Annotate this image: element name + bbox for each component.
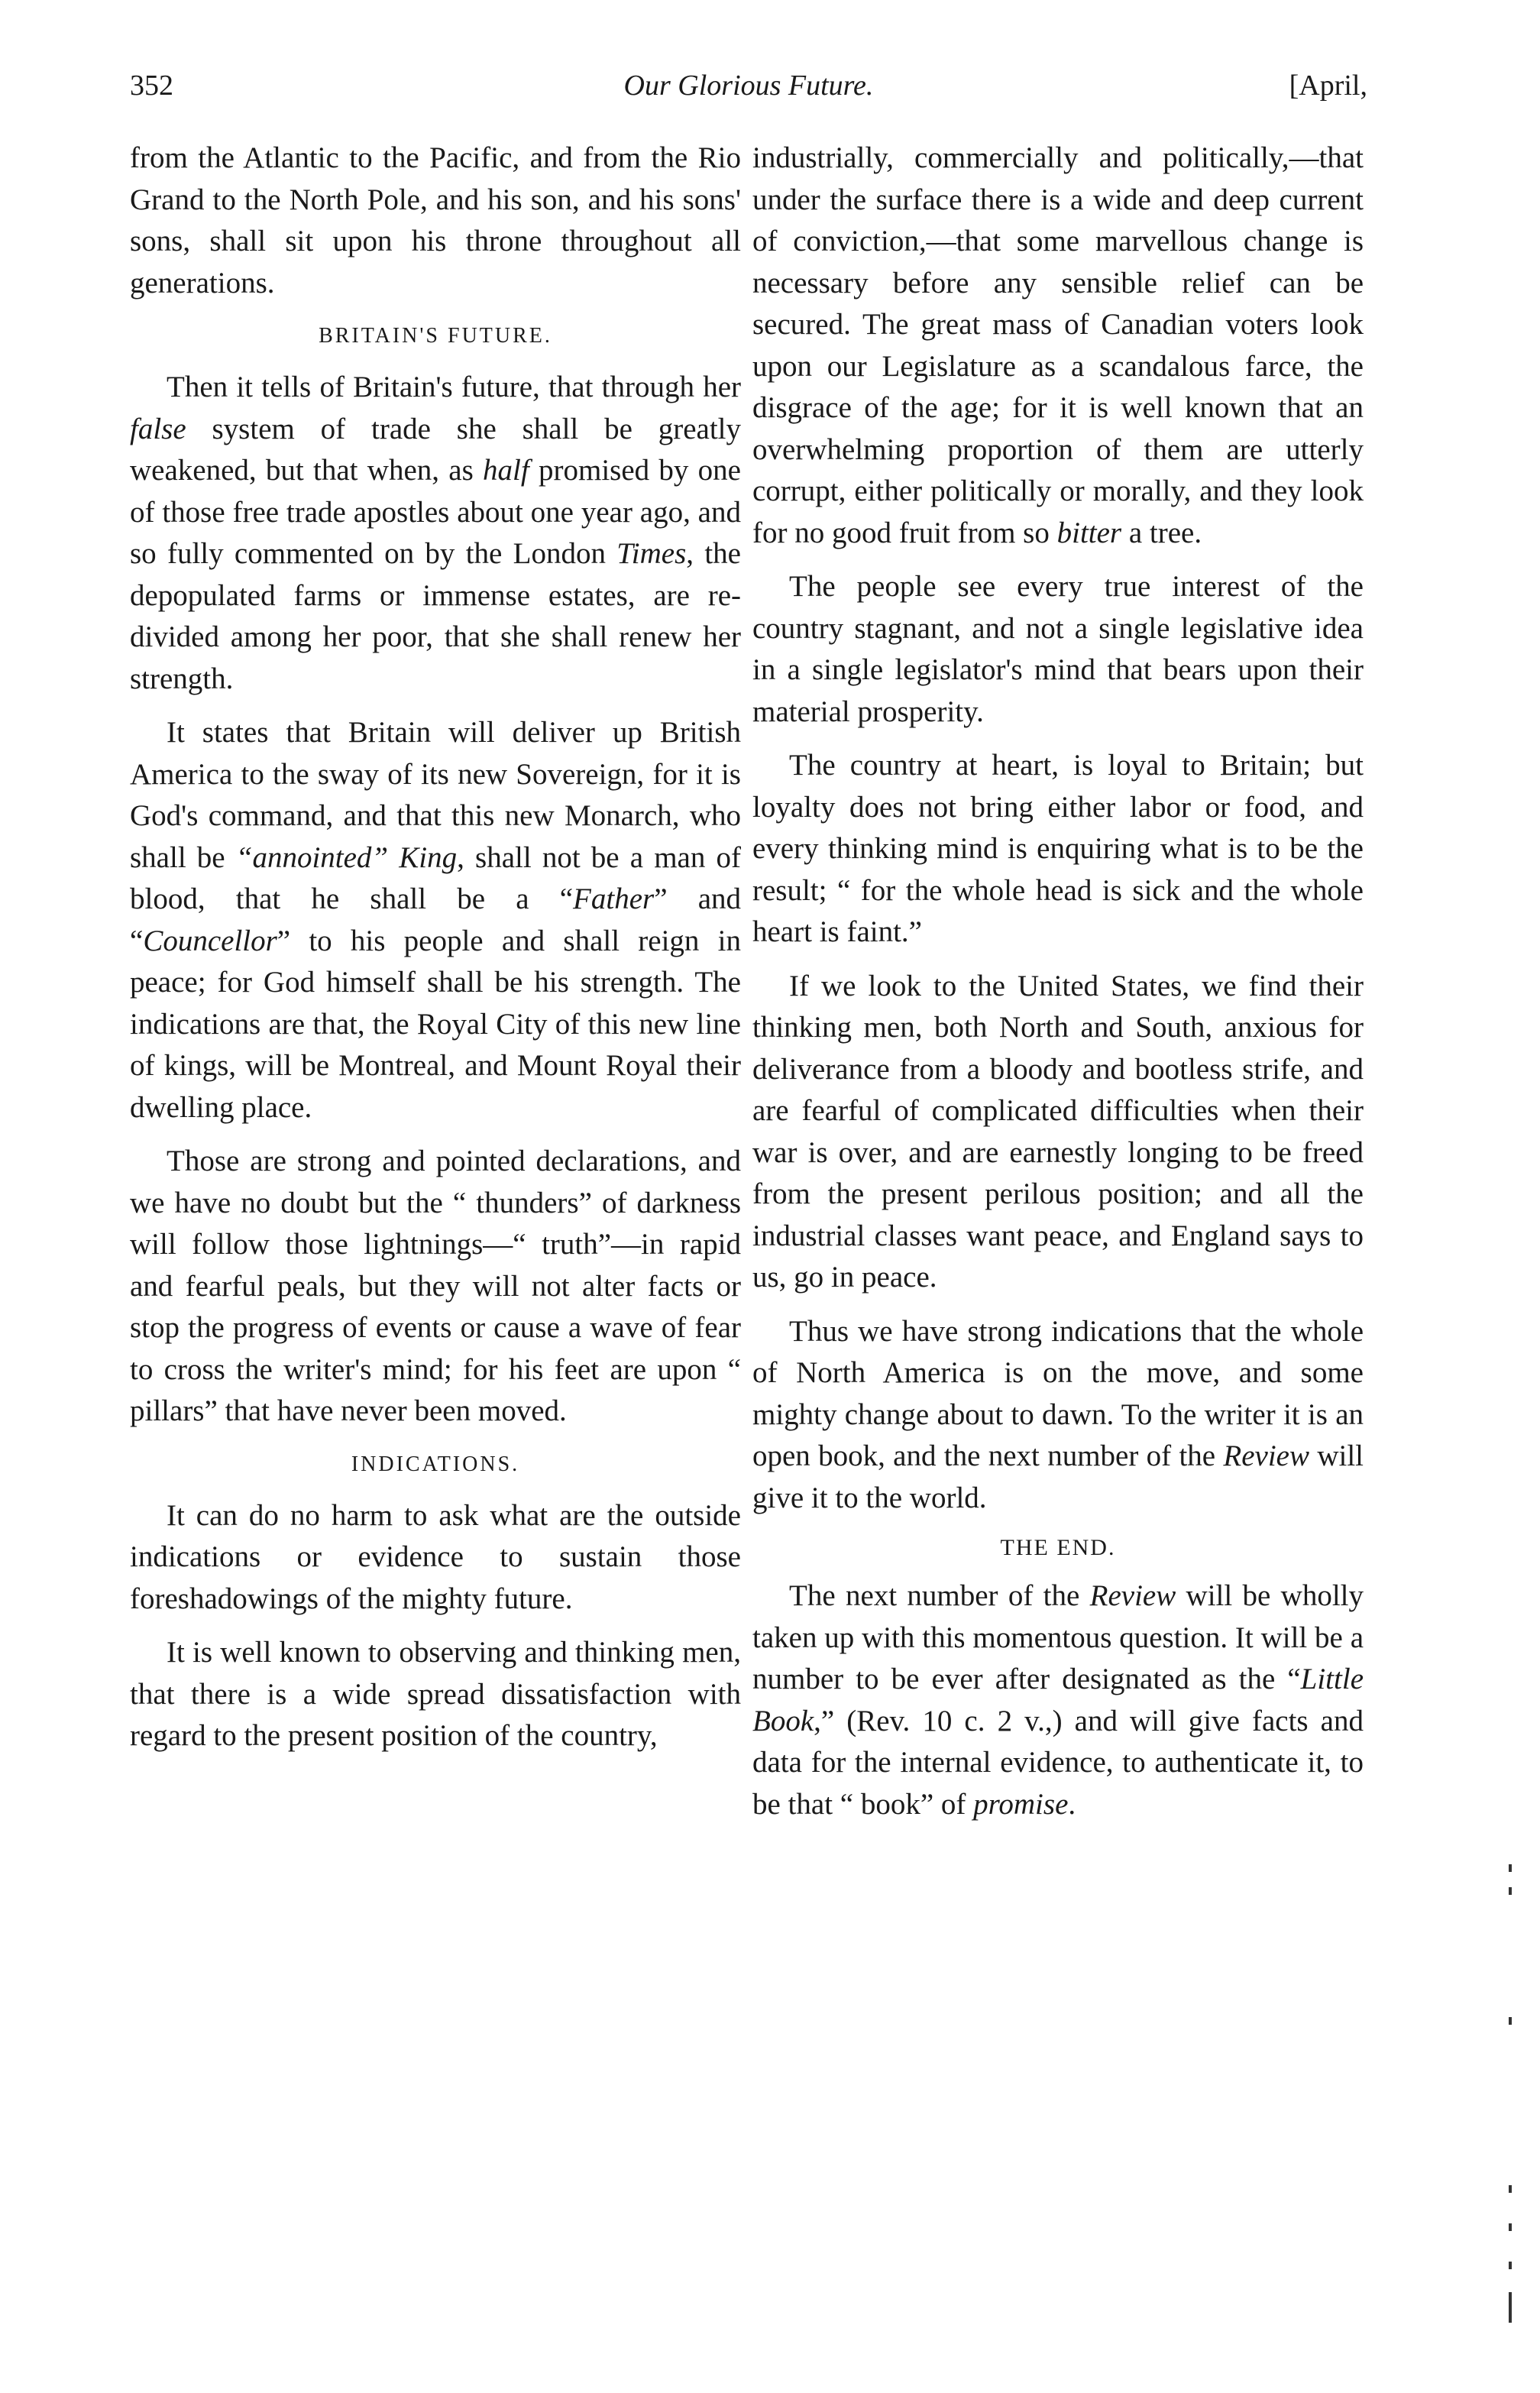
paragraph: It is well known to observing and thinking men, that there is a wide spread dissatisfaction with regard to the present position of the country, — [130, 1636, 741, 1752]
paragraph: The people see every true interest of the country stagnant, and not a single legislative idea in a single legislator's mind that bears upon their material prosperity. — [752, 570, 1364, 728]
running-header — [130, 63, 1367, 108]
paragraph: The next number of the Review will be wholly taken up with this momentous question. It will be a number to be ever after designated as the “Little Book,” (Rev. 10 c. 2 v.,) and will give facts and data for the internal evidence, to authenticate it, to be that “ book” of promise. — [752, 1579, 1364, 1821]
right-column — [752, 138, 1364, 1838]
left-column — [130, 138, 741, 1770]
running-title: Our Glorious Future. — [623, 70, 874, 102]
paragraph: Thus we have strong indications that the whole of North America is on the move, and some mighty change about to dawn. To the writer it is an open book, and the next number of the Review will give it to the world. — [752, 1314, 1364, 1514]
section-heading-britains-future: BRITAIN'S FUTURE. — [319, 324, 552, 348]
paragraph: The country at heart, is loyal to Britain; but loyalty does not bring either labor or food, and every thinking mind is enquiring what is to be the result; “ for the whole head is sick and the whole heart is faint.” — [752, 749, 1364, 948]
paragraph: It states that Britain will deliver up British America to the sway of its new Sovereign, for it is God's command, and that this new Monarch, who shall be “annointed” King, shall not be a man of blood, that he shall be a “Father” and “Councellor” to his people and shall reign in peace; for God himself shall be his strength. The indications are that, the Royal City of this new line of kings, will be Montreal, and Mount Royal their dwelling place. — [130, 716, 742, 1124]
header-month: [April, — [1289, 70, 1367, 102]
section-heading-the-end: THE END. — [1000, 1535, 1116, 1560]
section-heading-indications: INDICATIONS. — [351, 1452, 520, 1476]
paragraph: from the Atlantic to the Pacific, and from the Rio Grand to the North Pole, and his son, and his sons' sons, shall sit upon his throne throughout all generations. — [130, 141, 741, 300]
paragraph: Then it tells of Britain's future, that through her false system of trade she shall be greatly weakened, but that when, as half promised by one of those free trade apostles about one year ago, and so fully commented on by the London Times, the depopulated farms or immense estates, are re-divided among her poor, that she shall renew her strength. — [130, 371, 741, 695]
page-number: 352 — [130, 70, 173, 102]
paragraph: If we look to the United States, we find their thinking men, both North and South, anxious for deliverance from a bloody and bootless strife, and are fearful of complicated difficulties when their war is over, and are earnestly longing to be freed from the present perilous position; and all the industrial classes want peace, and England says to us, go in peace. — [752, 969, 1364, 1294]
paragraph: It can do no harm to ask what are the outside indications or evidence to sustain those foreshadowings of the mighty future. — [130, 1498, 741, 1615]
paragraph: industrially, commercially and politically,—that under the surface there is a wide and deep current of conviction,—that some marvellous change is necessary before any sensible relief can be secured. The great mass of Canadian voters look upon our Legislature as a scandalous farce, the disgrace of the age; for it is well known that an overwhelming proportion of them are utterly corrupt, either politically or morally, and they look for no good fruit from so bitter a tree. — [752, 141, 1364, 549]
binding-margin-marks — [1509, 1864, 1513, 2338]
paragraph: Those are strong and pointed declarations, and we have no doubt but the “ thunders” of darkness will follow those lightnings—“ truth”—in rapid and fearful peals, but they will not alter facts or stop the progress of events or cause a wave of fear to cross the writer's mind; for his feet are upon “ pillars” that have never been moved. — [130, 1145, 741, 1427]
